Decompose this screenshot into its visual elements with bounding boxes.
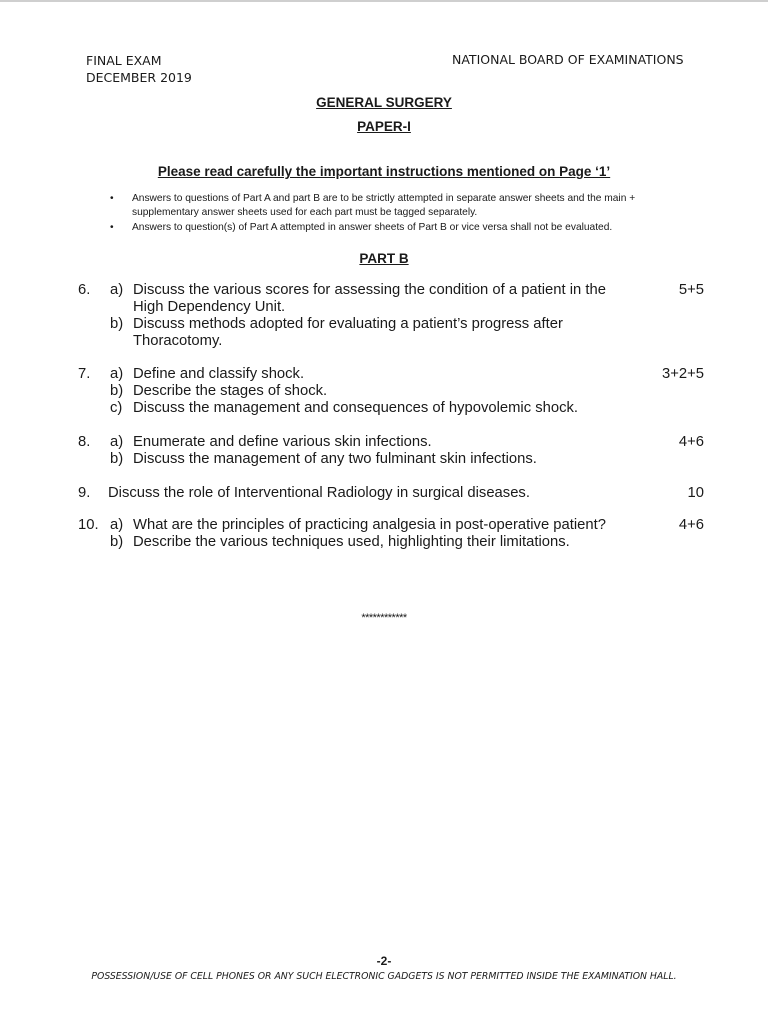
part-label: b) <box>110 451 124 467</box>
subject-title: GENERAL SURGERY <box>316 95 452 110</box>
part-text: Describe the various techniques used, highlighting their limitations. <box>133 534 570 550</box>
question-part <box>0 316 617 350</box>
instruction-item <box>110 221 682 235</box>
part-label: b) <box>110 383 124 399</box>
part-text: Discuss the management of any two fulminant skin infections. <box>133 451 537 467</box>
part-text: Discuss the various scores for assessing the condition of a patient in the High Dependency Unit. <box>133 282 606 315</box>
question-marks: 4+6 <box>678 517 704 533</box>
paper-title: PAPER-I <box>357 119 411 134</box>
bullet-icon: • <box>110 193 114 204</box>
question-marks: 10 <box>687 485 704 501</box>
question-part <box>0 366 617 383</box>
question-part <box>0 282 617 316</box>
question-part <box>0 434 617 451</box>
question-part <box>0 451 617 468</box>
question-number: 7. <box>78 366 91 382</box>
exam-date: DECEMBER 2019 <box>86 70 192 85</box>
question-number: 9. <box>78 485 91 501</box>
footer-notice: POSSESSION/USE OF CELL PHONES OR ANY SUCH ELECTRONIC GADGETS IS NOT PERMITTED INSIDE THE EXAMINATION HALL. <box>91 971 677 982</box>
question-part <box>0 534 617 551</box>
question-8 <box>0 434 768 468</box>
end-marker: ************ <box>361 612 407 624</box>
question-7 <box>0 366 768 417</box>
instructions-heading: Please read carefully the important instructions mentioned on Page ‘1’ <box>157 164 611 179</box>
part-text: What are the principles of practicing analgesia in post-operative patient? <box>133 517 606 533</box>
exam-title: FINAL EXAM <box>86 53 162 68</box>
part-text: Discuss methods adopted for evaluating a patient’s progress after Thoracotomy. <box>133 316 563 349</box>
part-label: b) <box>110 316 124 332</box>
part-text: Discuss the management and consequences of hypovolemic shock. <box>133 400 578 416</box>
question-part <box>0 400 653 417</box>
part-label: c) <box>110 400 123 416</box>
page-number: -2- <box>376 954 392 968</box>
instruction-text: Answers to question(s) of Part A attempted in answer sheets of Part B or vice versa shall not be evaluated. <box>132 222 613 233</box>
part-text: Describe the stages of shock. <box>133 383 328 399</box>
part-label: a) <box>110 517 124 533</box>
scan-edge <box>0 0 768 2</box>
question-text: Discuss the role of Interventional Radiology in surgical diseases. <box>108 485 530 501</box>
bullet-icon: • <box>110 222 114 233</box>
part-label: a) <box>110 366 124 382</box>
exam-session <box>86 52 192 86</box>
question-part <box>0 517 617 534</box>
question-10 <box>0 517 768 551</box>
part-text: Enumerate and define various skin infections. <box>133 434 432 450</box>
instruction-text: Answers to questions of Part A and part B are to be strictly attempted in separate answer sheets and the main + supplementary answer sheets used for each part must be tagged separately. <box>132 193 636 218</box>
question-marks: 3+2+5 <box>662 366 704 382</box>
question-part <box>0 383 617 400</box>
question-number: 10. <box>78 517 99 533</box>
instruction-item <box>110 192 682 220</box>
question-marks: 5+5 <box>678 282 704 298</box>
question-6 <box>0 282 768 350</box>
question-marks: 4+6 <box>678 434 704 450</box>
board-name: NATIONAL BOARD OF EXAMINATIONS <box>452 52 684 67</box>
part-text: Define and classify shock. <box>133 366 305 382</box>
question-number: 6. <box>78 282 91 298</box>
instructions-list <box>110 192 682 236</box>
part-heading: PART B <box>359 251 409 266</box>
part-label: a) <box>110 434 124 450</box>
part-label: b) <box>110 534 124 550</box>
part-label: a) <box>110 282 124 298</box>
question-number: 8. <box>78 434 91 450</box>
